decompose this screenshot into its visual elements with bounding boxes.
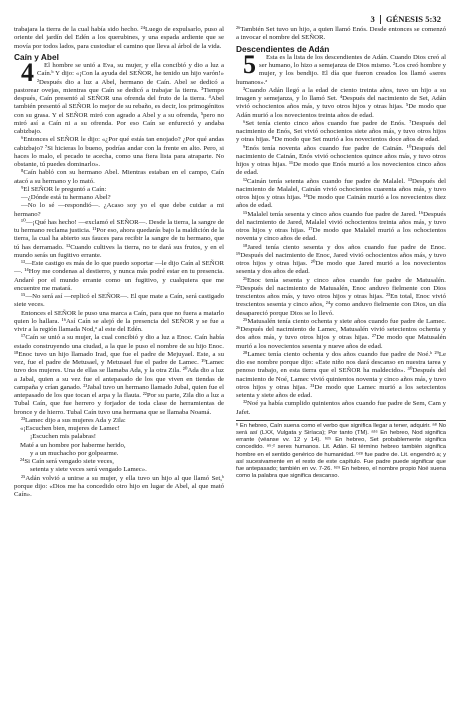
paragraph: ²¹Enoc tenía sesenta y cinco años cuando fue padre de Matusalén. ²²Después del nacimiento de Matusalén, Enoc anduvo fielmente con Dios trescientos años más, y tuvo otros hijos y otras hijas. ²³En total, Enoc vivió trescientos sesenta y cinco años, ²⁴y como anduvo fielmente con Dios, un día desapareció porque Dios se lo llevó.: [236, 276, 446, 317]
section-heading-cain-abel: Caín y Abel: [14, 51, 59, 62]
paragraph: ²⁶También Set tuvo un hijo, a quien llamó Enós. Desde entonces se comenzó a invocar el nombre del SEÑOR.: [236, 26, 446, 42]
poem: [14, 425, 224, 475]
paragraph: ¹⁰—¡Qué has hecho! —exclamó el SEÑOR—. Desde la tierra, la sangre de tu hermano reclama justicia. ¹¹Por eso, ahora quedarás bajo la maldición de la tierra, la cual ha abierto sus fauces para recibir la sangre de tu hermano, que tú has derramado. ¹²Cuando cultives la tierra, no te dará sus frutos, y en el mundo serás un fugitivo errante.: [14, 218, 224, 259]
right-column: [236, 26, 446, 710]
paragraph: ²⁵Matusalén tenía ciento ochenta y siete años cuando fue padre de Lamec. ²⁶Después del nacimiento de Lamec, Matusalén vivió setecientos ochenta y dos años más, y tuvo otros hijos y otras hijas. ²⁷De modo que Matusalén murió a los novecientos sesenta y nueve años de edad.: [236, 317, 446, 350]
chapter-reference: GÉNESIS 5:32: [385, 14, 441, 24]
chapter-number-4: 4: [21, 58, 34, 87]
paragraph: ⁹El SEÑOR le preguntó a Caín:: [21, 185, 107, 193]
paragraph: ¹⁷Caín se unió a su mujer, la cual concibió y dio a luz a Enoc. Caín había estado construyendo una ciudad, a la que le puso el nombre de su hijo Enoc. ¹⁸Enoc tuvo un hijo llamado Irad, que fue el padre de Mejuyael. Este, a su vez, fue el padre de Metusael, y Metusael fue el padre de Lamec. ¹⁹Lamec tuvo dos mujeres. Una de ellas se llamaba Ada, y la otra Zila. ²⁰Ada dio a luz a Jabal, quien a su vez fue el antepasado de los que viven en tiendas de campaña y crían ganado. ²¹Jabal tuvo un hermano llamado Jubal, quien fue el antepasado de los que tocan el arpa y la flauta. ²²Por su parte, Zila dio a luz a Tubal Caín, que fue herrero y forjador de toda clase de herramientas de bronce y de hierro. Tubal Caín tuvo una hermana que se llamaba Noamá.: [14, 334, 224, 416]
paragraph: ⁹Enós tenía noventa años cuando fue padre de Cainán. ¹⁰Después del nacimiento de Cainán, Enós vivió ochocientos quince años más, y tuvo otros hijos y otras hijas. ¹¹De modo que Enós murió a los novecientos cinco años de edad.: [236, 144, 446, 177]
paragraph: Entonces el SEÑOR le puso una marca a Caín, para que no fuera a matarlo quien lo hallara. ¹⁶Así Caín se alejó de la presencia del SEÑOR y se fue a vivir a la región llamada Nod,ᵃ al este del Edén.: [14, 309, 224, 333]
paragraph: ²⁵Adán volvió a unirse a su mujer, y ella tuvo un hijo al que llamó Set,ᵇ porque dijo: «Dios me ha concedido otro hijo en lugar de Abel, al que mató Caín».: [14, 474, 224, 498]
page-number: 3: [370, 14, 375, 24]
paragraph: ⁸Caín habló con su hermano Abel. Mientras estaban en el campo, Caín atacó a su hermano y lo mató.: [14, 169, 224, 185]
chapter-number-5: 5: [243, 49, 256, 79]
paragraph-text: Esta es la lista de los descendientes de Adán. Cuando Dios creó al ser humano, lo hizo a semejanza de Dios mismo. ²Los creó hombre y mujer, y los bendijo. El día que fueron creados los llamó «seres humanos».ᵃ: [236, 53, 446, 86]
footnote-divider: [236, 420, 446, 421]
paragraph: [14, 58, 224, 136]
paragraph: ²⁸Lamec tenía ciento ochenta y dos años cuando fue padre de Noé.ᵇ ²⁹Le dio ese nombre porque dijo: «Este niño nos dará descanso en nuestra tarea y penoso trabajo, en esta tierra que el SEÑOR ha maldecido». ³⁰Después del nacimiento de Noé, Lamec vivió quinientos noventa y cinco años más, y tuvo otros hijos y otras hijas. ³¹De modo que Lamec murió a los setecientos setenta y siete años de edad.: [236, 350, 446, 399]
section-heading-descendants: Descendientes de Adán: [236, 43, 330, 54]
paragraph: ²³Lamec dijo a sus mujeres Ada y Zila:: [21, 416, 126, 424]
paragraph: ¹³—Este castigo es más de lo que puedo soportar —le dijo Caín al SEÑOR—. ¹⁴Hoy me condenas al destierro, y nunca más podré estar en tu presencia. Andaré por el mundo errante como un fugitivo, y cualquiera que me encuentre me matará.: [14, 260, 224, 292]
paragraph: ³Cuando Adán llegó a la edad de ciento treinta años, tuvo un hijo a su imagen y semejanza, y lo llamó Set. ⁴Después del nacimiento de Set, Adán vivió ochocientos años más, y tuvo otros hijos y otras hijas. ⁵De modo que Adán murió a los novecientos treinta años de edad.: [236, 86, 446, 119]
paragraph: [236, 49, 446, 87]
left-column: [14, 26, 224, 710]
paragraph: —¿Dónde está tu hermano Abel?: [21, 194, 111, 201]
paragraph-text: El hombre se unió a Eva, su mujer, y ella concibió y dio a luz a Caín.ᵇ Y dijo: «¡Con la ayuda del SEÑOR, he tenido un hijo varón!» ²Después dio a luz a Abel, hermano de Caín. Abel se dedicó a pastorear ovejas, mientras que Caín se dedicó a trabajar la tierra. ³Tiempo después, Caín presentó al SEÑOR una ofrenda del fruto de la tierra. ⁴Abel también presentó al SEÑOR lo mejor de su rebaño, es decir, los primogénitos con su grasa. Y el SEÑOR miró con agrado a Abel y a su ofrenda, ⁵pero no miró así a Caín ni a su ofrenda. Por eso Caín se enfureció y andaba cabizbajo.: [14, 62, 224, 135]
page-header: [371, 14, 441, 24]
paragraph: ¹⁵—No será así —replicó el SEÑOR—. El que mate a Caín, será castigado siete veces.: [14, 293, 224, 309]
paragraph: ³²Noé ya había cumplido quinientos años cuando fue padre de Sem, Cam y Jafet.: [236, 400, 446, 416]
paragraph: ⁶Entonces el SEÑOR le dijo: «¿Por qué estás tan enojado? ¿Por qué andas cabizbajo? ⁷Si hicieras lo bueno, podrías andar con la frente en alto. Pero, si haces lo malo, el pecado te acecha, como una fiera lista para atraparte. No obstante, tú puedes dominarlo».: [14, 136, 224, 168]
poem-line: setenta y siete veces será vengado Lamec».: [30, 466, 147, 474]
paragraph: ¹⁵Malalel tenía sesenta y cinco años cuando fue padre de Jared. ¹⁶Después del nacimiento de Jared, Malalel vivió ochocientos treinta años más, y tuvo otros hijos y otras hijas. ¹⁷De modo que Malalel murió a los ochocientos noventa y cinco años de edad.: [236, 210, 446, 243]
poem-line: y a un muchacho por golpearme.: [30, 449, 119, 457]
footnotes: ᵇ En hebreo, Caín suena como el verbo que significa llegar a tener, adquirir. ᵃ⁸ No será así (LXX, Vulgata y Siríaca); Por tanto (TM). ᵃ¹⁶ En hebreo, Nod significa errante (véanse vv. 12 y 14). ᵇ²⁵ En hebreo, Set probablemente significa concedido. ᵃ⁵:² seres humanos. Lit. Adán. El término hebreo también significa hombre en el sentido genérico de humanidad. ᵇ²⁸ fue padre de. Lit. engendró a; y así sucesivamente en el resto de este capítulo. Fue padre puede significar que fue antepasado; también en vv. 7-26. ᵇ²⁹ En hebreo, el nombre propio Noé suena como la palabra que significa descanso.: [236, 422, 446, 480]
paragraph: —No lo sé —respondió—. ¿Acaso soy yo el que debe cuidar a mi hermano?: [14, 202, 224, 218]
poem-line: «¡Escuchen bien, mujeres de Lamec!: [20, 425, 120, 432]
paragraph: ⁶Set tenía ciento cinco años cuando fue padre de Enós. ⁷Después del nacimiento de Enós, Set vivió ochocientos siete años más, y tuvo otros hijos y otras hijas. ⁸De modo que Set murió a los novecientos doce años de edad.: [236, 119, 446, 144]
poem-line: Maté a un hombre por haberme herido,: [20, 441, 126, 449]
paragraph: trabajara la tierra de la cual había sido hecho. ²⁴Luego de expulsarlo, puso al oriente del jardín del Edén a los querubines, y una espada ardiente que se movía por todos lados, para custodiar el camino que lleva al árbol de la vida.: [14, 26, 224, 50]
poem-line: ²⁴Si Caín será vengado siete veces,: [20, 458, 114, 465]
paragraph: ¹²Cainán tenía setenta años cuando fue padre de Malalel. ¹³Después del nacimiento de Malalel, Cainán vivió ochocientos cuarenta años más, y tuvo otros hijos y otras hijas. ¹⁴De modo que Cainán murió a los novecientos diez años de edad.: [236, 177, 446, 210]
poem-line: ¡Escuchen mis palabras!: [30, 433, 96, 441]
paragraph: ¹⁸Jared tenía ciento sesenta y dos años cuando fue padre de Enoc. ¹⁹Después del nacimiento de Enoc, Jared vivió ochocientos años más, y tuvo otros hijos y otras hijas. ²⁰De modo que Jared murió a los novecientos sesenta y dos años de edad.: [236, 243, 446, 276]
text-columns: [14, 26, 447, 710]
header-divider: [380, 15, 381, 24]
